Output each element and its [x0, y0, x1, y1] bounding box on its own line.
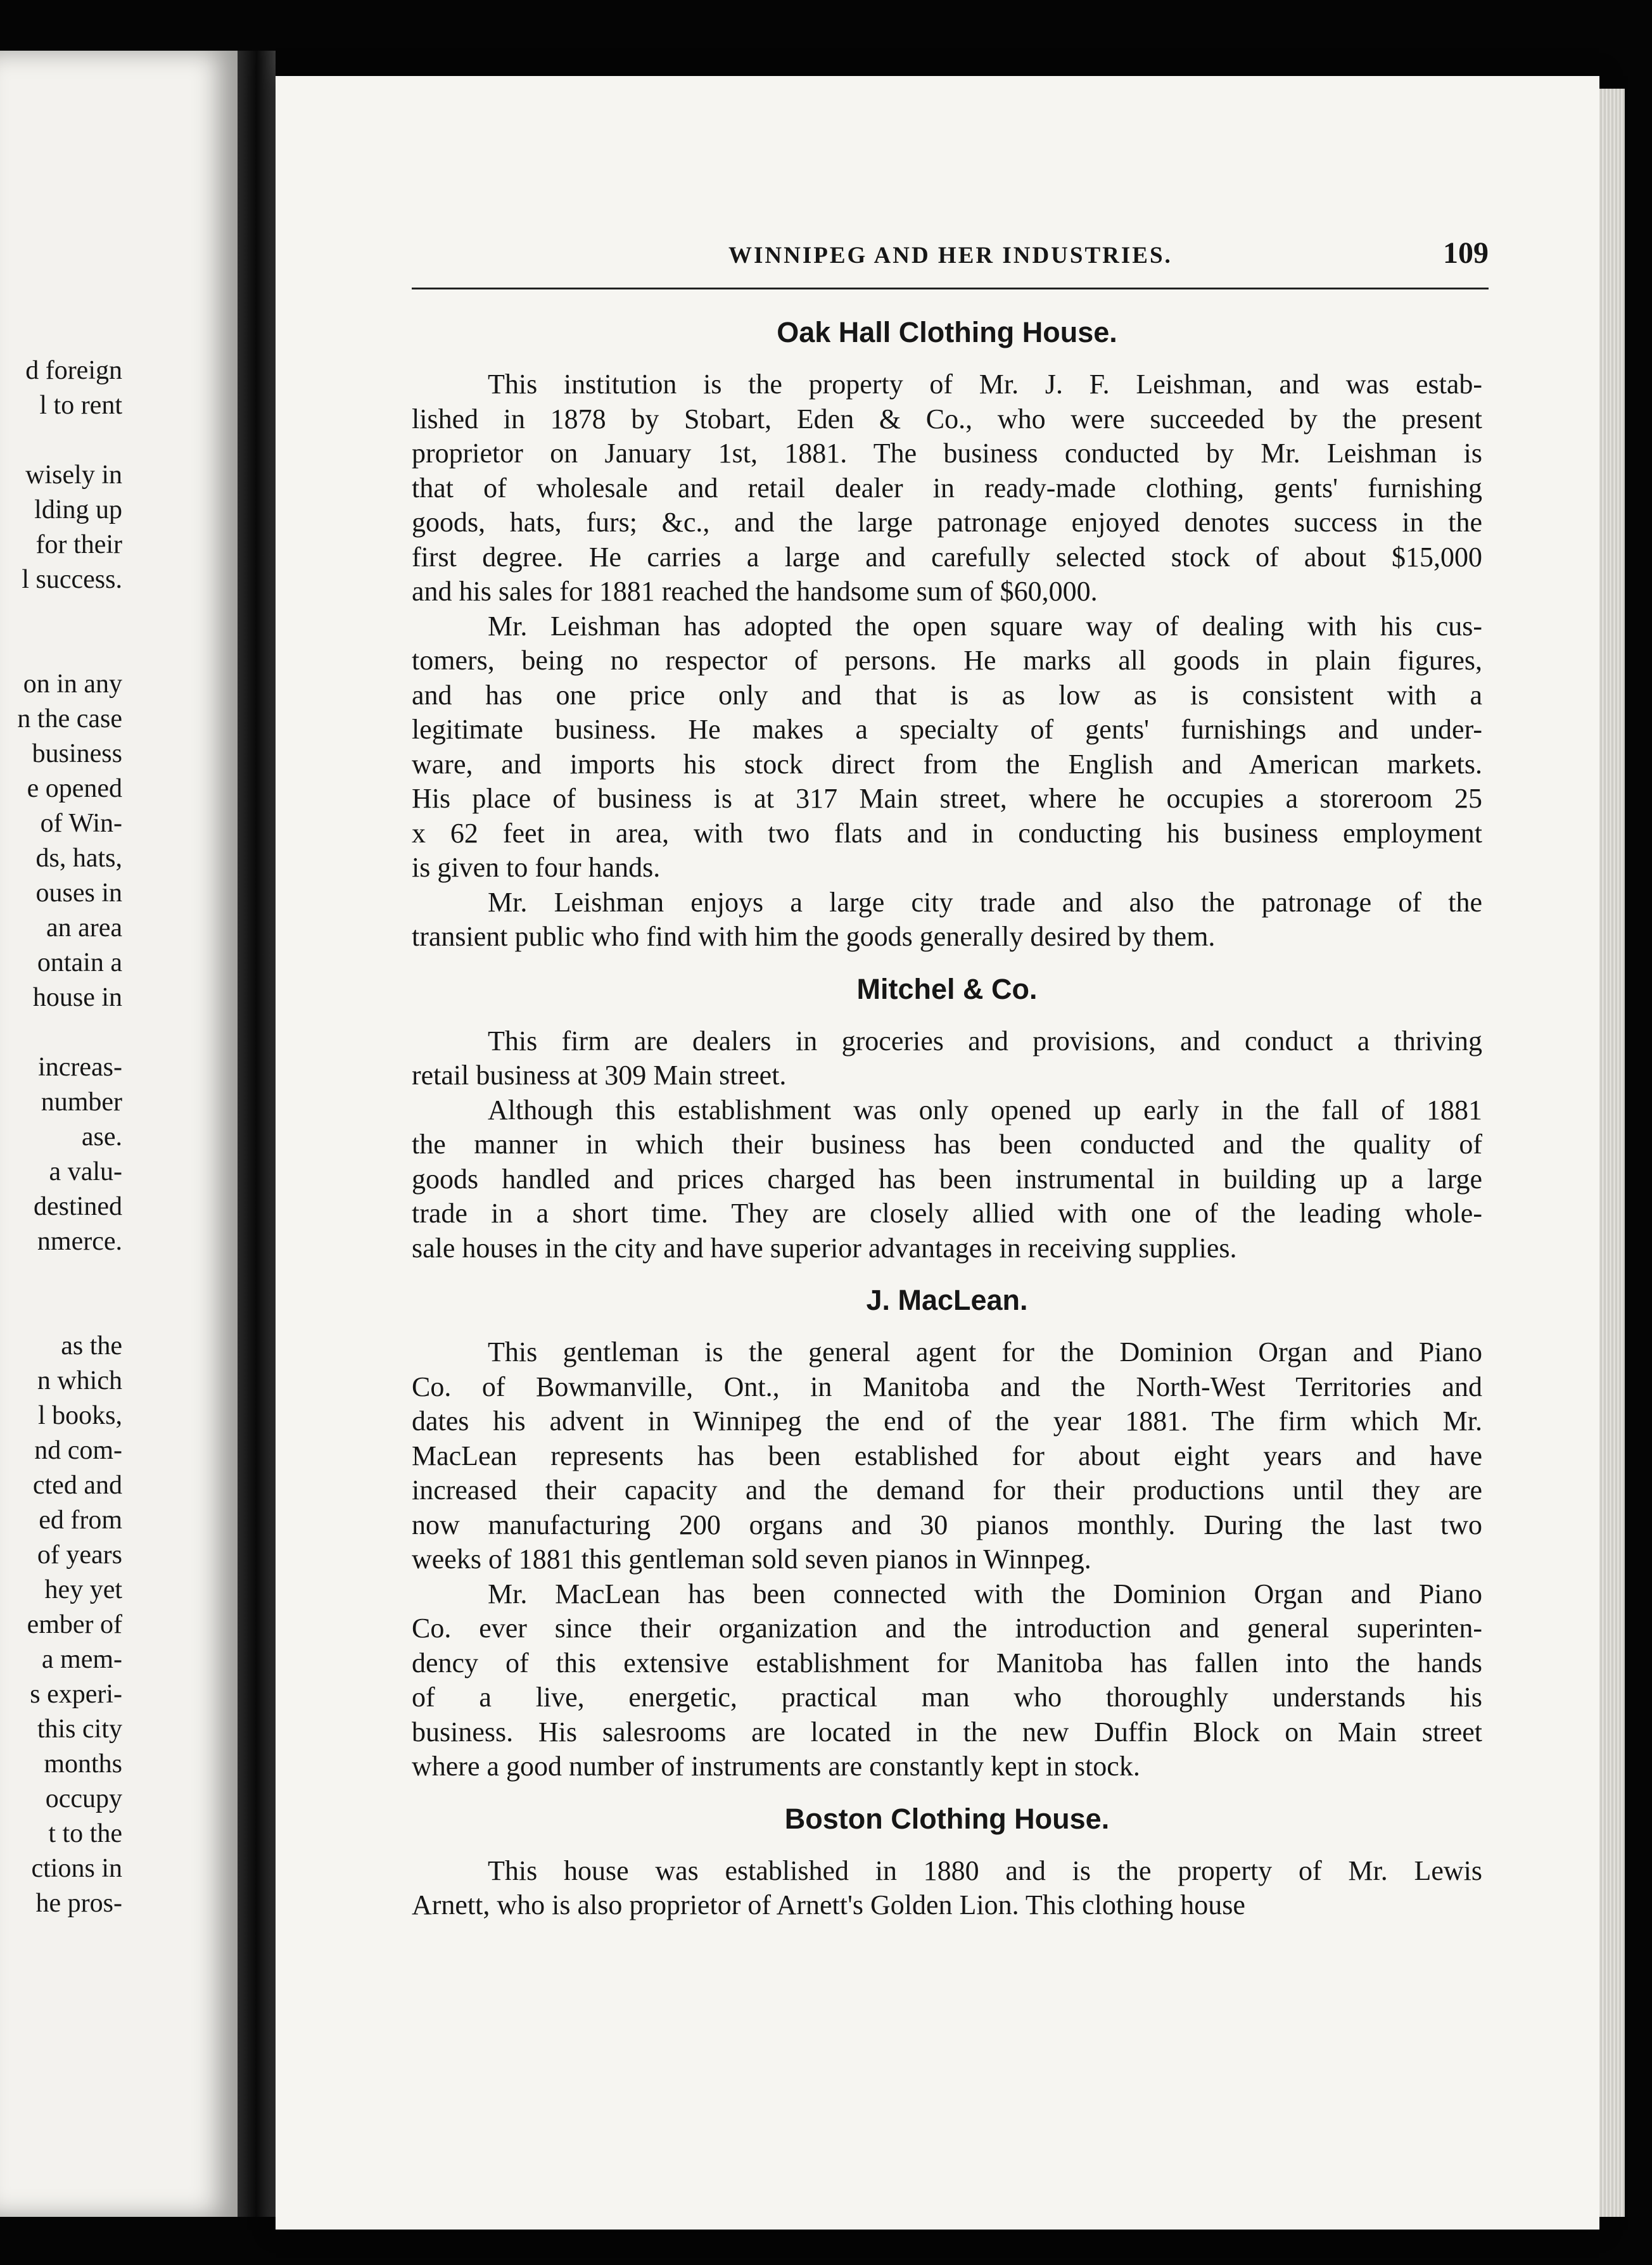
- section-spacer: [412, 955, 1482, 967]
- left-page-gap: [0, 632, 122, 667]
- text-line: where a good number of instruments are constantly kept in stock.: [412, 1751, 1140, 1782]
- left-page-line: wisely in: [25, 460, 122, 490]
- left-page-gap: [0, 1015, 122, 1050]
- left-page-line: nmerce.: [37, 1227, 122, 1256]
- paragraph: [412, 1335, 1482, 1577]
- text-line: This institution is the property of Mr. J. F. Leishman, and was estab-: [488, 369, 1482, 400]
- text-line: His place of business is at 317 Main street, where he occupies a storeroom 25: [412, 783, 1482, 814]
- text-line: increased their capacity and the demand for their productions until they are: [412, 1475, 1482, 1506]
- section-spacer: [412, 1784, 1482, 1797]
- left-page-line: as the: [61, 1331, 122, 1361]
- left-page-gap: [0, 597, 122, 632]
- left-page-line: nd com-: [34, 1436, 122, 1465]
- left-page-line: on in any: [23, 669, 122, 699]
- text-line: Mr. Leishman has adopted the open square way of dealing with his cus-: [488, 610, 1482, 642]
- left-page-line: ember of: [27, 1610, 122, 1639]
- text-line: This gentleman is the general agent for the Dominion Organ and Piano: [488, 1336, 1482, 1367]
- page-body: [412, 310, 1482, 1923]
- left-page-line: ctions in: [31, 1854, 122, 1883]
- left-page-line: business: [32, 739, 122, 768]
- left-page-line: destined: [34, 1192, 122, 1221]
- text-line: goods, hats, furs; &c., and the large patronage enjoyed denotes success in the: [412, 507, 1482, 538]
- text-line: first degree. He carries a large and carefully selected stock of about $15,000: [412, 541, 1482, 573]
- text-line: transient public who find with him the goods generally desired by them.: [412, 921, 1216, 952]
- page-number: 109: [1443, 236, 1489, 270]
- left-page-line: this city: [37, 1715, 122, 1744]
- text-line: that of wholesale and retail dealer in ready-made clothing, gents' furnishing: [412, 472, 1482, 504]
- text-line: Mr. MacLean has been connected with the Dominion Organ and Piano: [488, 1578, 1482, 1609]
- text-line: retail business at 309 Main street.: [412, 1060, 787, 1091]
- left-page-text: [0, 353, 122, 1921]
- left-page-line: he pros-: [35, 1889, 122, 1918]
- text-line: Although this establishment was only opened up early in the fall of 1881: [488, 1094, 1482, 1126]
- left-page-line: house in: [32, 983, 122, 1012]
- section-heading: Oak Hall Clothing House.: [777, 316, 1117, 348]
- section-heading: Mitchel & Co.: [856, 972, 1038, 1005]
- text-line: Co. ever since their organization and the introduction and general superinten-: [412, 1613, 1482, 1644]
- left-page-line: ouses in: [35, 879, 122, 908]
- paragraph: [412, 609, 1482, 885]
- section-heading: J. MacLean.: [866, 1284, 1028, 1316]
- text-line: Co. of Bowmanville, Ont., in Manitoba and the North-West Territories and: [412, 1371, 1482, 1402]
- text-line: sale houses in the city and have superior advantages in receiving supplies.: [412, 1232, 1237, 1264]
- left-page-gap: [0, 423, 122, 458]
- text-line: is given to four hands.: [412, 852, 661, 883]
- left-page-line: of Win-: [40, 809, 122, 838]
- left-page-line: an area: [46, 913, 122, 942]
- left-page: [0, 51, 238, 2217]
- section-spacer: [412, 1266, 1482, 1278]
- text-line: weeks of 1881 this gentleman sold seven pianos in Winnpeg.: [412, 1544, 1091, 1575]
- left-page-line: ds, hats,: [35, 844, 122, 873]
- left-page-line: a mem-: [41, 1645, 122, 1674]
- left-page-line: lding up: [34, 495, 122, 524]
- text-line: and has one price only and that is as low as is consistent with a: [412, 679, 1482, 711]
- text-line: of a live, energetic, practical man who thoroughly understands his: [412, 1682, 1482, 1713]
- header-rule: [412, 288, 1489, 289]
- text-line: Arnett, who is also proprietor of Arnett's Golden Lion. This clothing house: [412, 1889, 1245, 1920]
- left-page-line: for their: [35, 530, 122, 559]
- left-page-line: d foreign: [25, 356, 122, 385]
- left-page-line: t to the: [48, 1819, 122, 1848]
- heading-spacer: [412, 355, 1482, 367]
- text-line: business. His salesrooms are located in the new Duffin Block on Main street: [412, 1716, 1482, 1748]
- left-page-line: of years: [37, 1540, 122, 1570]
- text-line: the manner in which their business has been conducted and the quality of: [412, 1129, 1482, 1160]
- text-line: MacLean represents has been established for about eight years and have: [412, 1440, 1482, 1471]
- paragraph: [412, 1093, 1482, 1266]
- text-line: goods handled and prices charged has been instrumental in building up a large: [412, 1163, 1482, 1195]
- left-page-line: e opened: [27, 774, 122, 803]
- text-line: This house was established in 1880 and is the property of Mr. Lewis: [488, 1855, 1482, 1886]
- section-heading: Boston Clothing House.: [784, 1802, 1110, 1835]
- text-line: ware, and imports his stock direct from the English and American markets.: [412, 748, 1482, 780]
- text-line: trade in a short time. They are closely allied with one of the leading whole-: [412, 1198, 1482, 1229]
- left-page-line: l to rent: [39, 391, 122, 420]
- book-gutter: [238, 51, 276, 2217]
- heading-spacer: [412, 1012, 1482, 1024]
- heading-spacer: [412, 1323, 1482, 1335]
- left-page-line: l success.: [22, 565, 122, 594]
- left-page-line: a valu-: [49, 1157, 122, 1186]
- text-line: lished in 1878 by Stobart, Eden & Co., who were succeeded by the present: [412, 403, 1482, 435]
- left-page-line: months: [44, 1749, 122, 1779]
- left-page-line: number: [41, 1088, 122, 1117]
- text-line: dates his advent in Winnipeg the end of the year 1881. The firm which Mr.: [412, 1405, 1482, 1437]
- paragraph: [412, 1024, 1482, 1093]
- left-page-line: occupy: [45, 1784, 122, 1813]
- running-title: WINNIPEG AND HER INDUSTRIES.: [728, 243, 1172, 269]
- text-line: and his sales for 1881 reached the handsome sum of $60,000.: [412, 576, 1098, 607]
- text-line: tomers, being no respector of persons. He marks all goods in plain figures,: [412, 645, 1482, 676]
- heading-spacer: [412, 1841, 1482, 1854]
- left-page-line: n the case: [17, 704, 122, 733]
- left-page-line: hey yet: [44, 1575, 122, 1604]
- left-page-line: ed from: [39, 1506, 122, 1535]
- left-page-line: n which: [37, 1366, 122, 1395]
- text-line: legitimate business. He makes a specialty of gents' furnishings and under-: [412, 714, 1482, 745]
- paragraph: [412, 1577, 1482, 1784]
- left-page-line: increas-: [38, 1053, 122, 1082]
- page-edges: [1599, 89, 1625, 2217]
- text-line: dency of this extensive establishment for Manitoba has fallen into the hands: [412, 1647, 1482, 1678]
- text-line: proprietor on January 1st, 1881. The business conducted by Mr. Leishman is: [412, 438, 1482, 469]
- left-page-line: ontain a: [37, 948, 122, 977]
- left-page-gap: [0, 1259, 122, 1294]
- left-page-gap: [0, 1294, 122, 1329]
- text-line: now manufacturing 200 organs and 30 pianos monthly. During the last two: [412, 1509, 1482, 1540]
- left-page-line: ase.: [81, 1122, 122, 1152]
- paragraph: [412, 1854, 1482, 1923]
- paragraph: [412, 367, 1482, 609]
- paragraph: [412, 885, 1482, 955]
- left-page-line: s experi-: [30, 1680, 122, 1709]
- left-page-line: cted and: [32, 1471, 122, 1500]
- text-line: This firm are dealers in groceries and provisions, and conduct a thriving: [488, 1025, 1482, 1056]
- text-line: x 62 feet in area, with two flats and in conducting his business employment: [412, 817, 1482, 849]
- left-page-line: l books,: [37, 1401, 122, 1430]
- text-line: Mr. Leishman enjoys a large city trade and also the patronage of the: [488, 886, 1482, 918]
